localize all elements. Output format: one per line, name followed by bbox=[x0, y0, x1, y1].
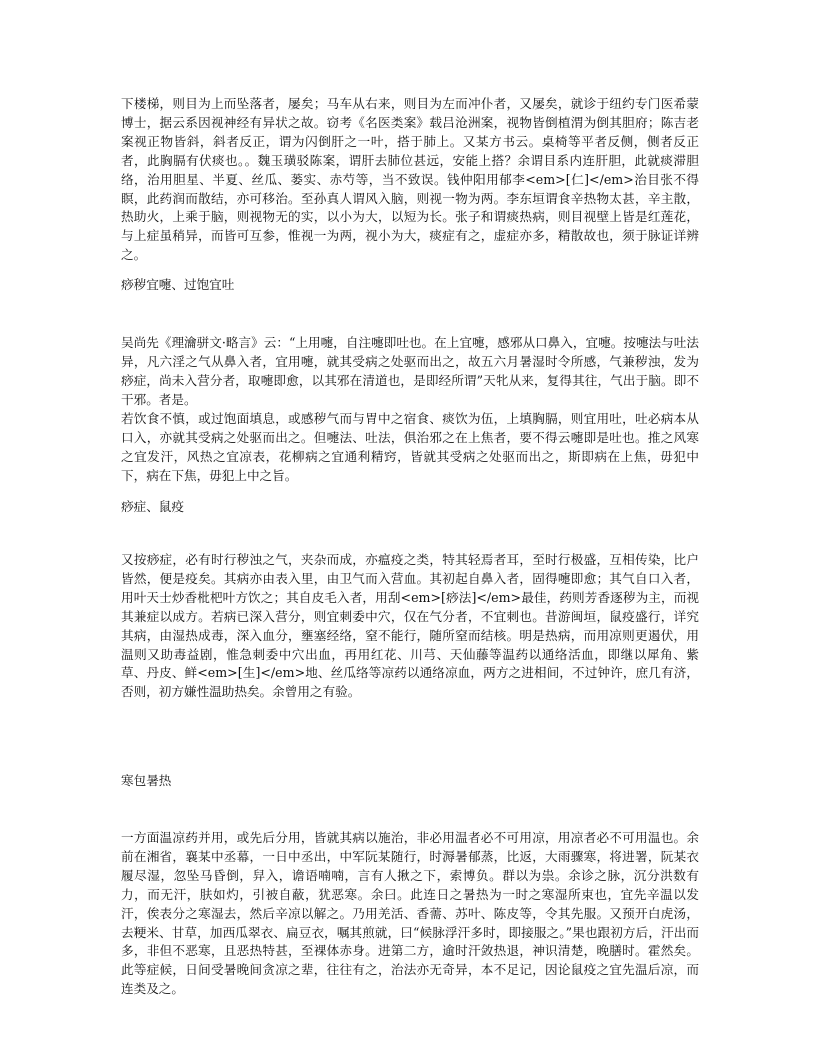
section-heading-sneeze-vomit: 痧秽宜嚏、过饱宜吐 bbox=[121, 277, 235, 292]
section-heading-cold-summer-heat: 寒包暑热 bbox=[121, 773, 172, 788]
paragraph-sneeze-method: 吴尚先《理瀹骈文·略言》云：“上用嚏，自注嚏即吐也。在上宜嚏，感邪从口鼻入，宜嚏。按嚏法与吐法异，凡六淫之气从鼻入者，宜用嚏，就其受病之处驱而出之，故五六月暑湿时令所感，气兼秽浊，发为痧症，尚未入营分者，取嚏即愈，以其邪在清道也，是即经所谓”天牝从来，复得其往，气出于脑。即不干邪。者是。 bbox=[121, 335, 699, 407]
paragraph-plague: 又按痧症，必有时行秽浊之气，夹杂而成，亦瘟疫之类，特其轻焉者耳，至时行极盛，互相传染，比户皆然，便是疫矣。其病亦由表入里，由卫气而入营血。其初起自鼻入者，固得嚏即愈；其气自口入者，用叶天士炒香枇杷叶方饮之；其自皮毛入者，用刮<em>[痧法]</em>最佳，药则芳香逐秽为主，而视其兼症以成方。若病已深入营分，则宜刺委中穴，仅在气分者，不宜刺也。昔游闽垣，鼠疫盛行，详究其病，由湿热成毒，深入血分，壅塞经络，窒不能行，随所窒而结核。明是热病，而用凉则更遏伏，用温则又助毒益剧，惟急刺委中穴出血，再用红花、川芎、天仙藤等温药以通络活血，即继以犀角、紫草、丹皮、鲜<em>[生]</em>地、丝瓜络等凉药以通络凉血，两方之进相间，不过钟许，庶几有济，否则，初方嫌性温助热矣。余曾用之有验。 bbox=[121, 552, 699, 700]
section-heading-plague: 痧症、鼠疫 bbox=[121, 499, 184, 514]
paragraph-case-record: 一方面温凉药并用，或先后分用，皆就其病以施治，非必用温者必不可用凉，用凉者必不可用温也。余前在湘省，襄某中丞幕，一日中丞出，中军阮某随行，时溽暑郁蒸，比返，大雨骤寒，将进署，阮某衣履尽湿，忽坠马昏倒，舁入，谵语喃喃，言有人揪之下，索博负。群以为祟。余诊之脉，沉分洪数有力，而无汗，肤如灼，引被自蔽，犹恶寒。余曰。此连日之暑热为一时之寒湿所束也，宜先辛温以发汗，俟表分之寒湿去，然后辛凉以解之。乃用羌活、香薷、苏叶、陈皮等，令其先服。又预开白虎汤，去粳米、甘草，加西瓜翠衣、扁豆衣，嘱其煎就，曰“候脉浮汗多时，即接服之。”果也跟初方后，汗出而多，非但不恶寒，且恶热特甚，至裸体赤身。进第二方，逾时汗敛热退，神识清楚，晚膳时。霍然矣。此等症候，日间受暑晚间贪凉之辈，往往有之，治法亦无奇异，本不足记，因论鼠疫之宜先温后凉，而连类及之。 bbox=[121, 830, 699, 997]
paragraph-eye-disorders: 下楼梯，则目为上而坠落者，屡矣；马车从右来，则目为左而冲仆者，又屡矣，就诊于纽约专门医希蒙博士，据云系因视神经有异状之故。窃考《名医类案》载吕沧洲案，视物皆倒植渭为倒其胆府；陈吉老案视正物皆斜，斜者反正，谓为闪倒肝之一叶，搭于肺上。又某方书云。桌椅等平者反侧，侧者反正者，此胸膈有伏痰也。。魏玉璜驳陈案，谓肝去肺位甚远，安能上搭？余谓目系内连肝胆，此就痰滞胆络，治用胆星、半夏、丝瓜、蒌实、赤芍等，当不致误。钱仲阳用郁李<em>[仁]</em>治目张不得瞑，此药润而散结，亦可移治。至孙真人谓风入脑，则视一物为两。李东垣谓食辛热物太甚，辛主散，热助火，上乘于脑，则视物无的实，以小为大，以短为长。张子和谓痰热病，则目视壁上皆是红莲花，与上症虽稍异，而皆可互参，惟视一为两，视小为大，痰症有之，虚症亦多，精散故也，须于脉证详辨之。 bbox=[121, 96, 699, 263]
paragraph-vomit-method: 若饮食不慎，或过饱面填息，或感秽气而与胃中之宿食、痰饮为伍，上填胸膈，则宜用吐，吐必病本从口入，亦就其受病之处驱而出之。但嚏法、吐法，俱治邪之在上焦者，要不得云嚏即是吐也。推之风寒之宜发汗，风热之宜凉表，花柳病之宜通利精窍，皆就其受病之处驱而出之，斯即病在上焦，毋犯中下，病在下焦，毋犯上中之旨。 bbox=[121, 411, 699, 483]
